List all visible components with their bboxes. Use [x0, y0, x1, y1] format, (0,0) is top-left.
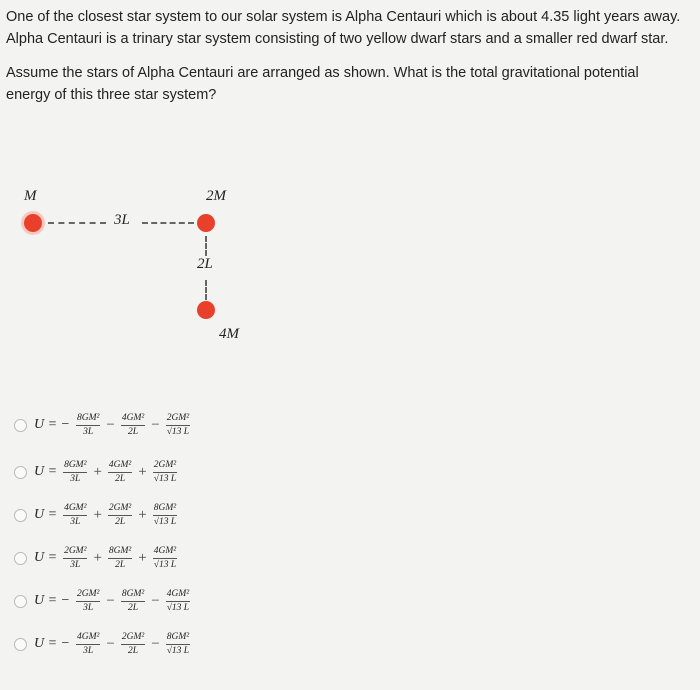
star-4m	[197, 301, 215, 319]
operator: −	[106, 592, 115, 609]
answer-option-3[interactable]	[14, 495, 178, 535]
operator: −	[151, 592, 160, 609]
answer-option-4[interactable]	[14, 538, 178, 578]
distance-line-right	[142, 222, 194, 224]
distance-line-lower	[205, 280, 207, 300]
equation-lead: U =	[34, 464, 58, 479]
fraction-term: $\frac{\text{4GM²}}{3L}$	[77, 631, 100, 656]
star-arrangement-diagram	[0, 180, 700, 370]
fraction-term: $\frac{\text{8GM²}}{2L}$	[121, 588, 145, 613]
star-2m	[197, 214, 215, 232]
question-paragraph-2: Assume the stars of Alpha Centauri are arranged as shown. What is the total gravitational potential energy of this three star system?	[6, 65, 639, 103]
operator: +	[138, 463, 147, 480]
fraction-term: $\frac{\text{4GM²}}{√13 L}$	[166, 588, 190, 613]
mass-label-2m: 2M	[206, 188, 226, 204]
operator: +	[93, 463, 102, 480]
fraction-term: $\frac{\text{2GM²}}{3L}$	[77, 588, 100, 613]
operator: +	[93, 506, 102, 523]
radio-button[interactable]	[14, 509, 27, 522]
distance-label-2l: 2L	[197, 256, 213, 272]
fraction-term: $\frac{\text{8GM²}}{√13 L}$	[153, 502, 177, 527]
answer-option-5[interactable]	[14, 581, 191, 621]
star-m	[24, 214, 42, 232]
mass-label-m: M	[24, 188, 37, 204]
operator: +	[93, 549, 102, 566]
fraction-term: $\frac{\text{8GM²}}{2L}$	[108, 545, 132, 570]
answer-option-2[interactable]	[14, 452, 178, 492]
fraction-term: $\frac{\text{2GM²}}{3L}$	[64, 545, 87, 570]
radio-button[interactable]	[14, 466, 27, 479]
fraction-term: $\frac{\text{4GM²}}{2L}$	[108, 459, 132, 484]
operator: −	[151, 416, 160, 433]
equation-lead: U = −	[34, 417, 71, 432]
radio-button[interactable]	[14, 638, 27, 651]
question-paragraph-1: One of the closest star system to our solar system is Alpha Centauri which is about 4.35 light years away. Alpha Centauri is a trinary star system consisting of two yellow dwarf stars and a smaller red dwarf star.	[6, 9, 681, 47]
mass-label-4m: 4M	[219, 326, 239, 342]
equation-lead: U =	[34, 550, 58, 565]
equation-lead: U = −	[34, 593, 71, 608]
operator: −	[106, 635, 115, 652]
distance-line-upper	[205, 236, 207, 256]
fraction-term: $\frac{\text{2GM²}}{2L}$	[121, 631, 145, 656]
radio-button[interactable]	[14, 419, 27, 432]
fraction-term: $\frac{\text{8GM²}}{3L}$	[64, 459, 87, 484]
fraction-term: $\frac{\text{4GM²}}{3L}$	[64, 502, 87, 527]
radio-button[interactable]	[14, 552, 27, 565]
equation-lead: U =	[34, 507, 58, 522]
operator: +	[138, 549, 147, 566]
radio-button[interactable]	[14, 595, 27, 608]
answer-option-1[interactable]	[14, 405, 191, 445]
equation-lead: U = −	[34, 636, 71, 651]
question-text	[6, 6, 686, 118]
operator: +	[138, 506, 147, 523]
fraction-term: $\frac{\text{2GM²}}{√13 L}$	[153, 459, 177, 484]
operator: −	[151, 635, 160, 652]
answer-option-6[interactable]	[14, 624, 191, 664]
fraction-term: $\frac{\text{4GM²}}{2L}$	[121, 412, 145, 437]
fraction-term: $\frac{\text{2GM²}}{2L}$	[108, 502, 132, 527]
operator: −	[106, 416, 115, 433]
fraction-term: $\frac{\text{4GM²}}{√13 L}$	[153, 545, 177, 570]
distance-line-left	[48, 222, 106, 224]
fraction-term: $\frac{\text{8GM²}}{3L}$	[77, 412, 100, 437]
distance-label-3l: 3L	[114, 212, 130, 228]
fraction-term: $\frac{\text{8GM²}}{√13 L}$	[166, 631, 190, 656]
fraction-term: $\frac{\text{2GM²}}{√13 L}$	[166, 412, 190, 437]
